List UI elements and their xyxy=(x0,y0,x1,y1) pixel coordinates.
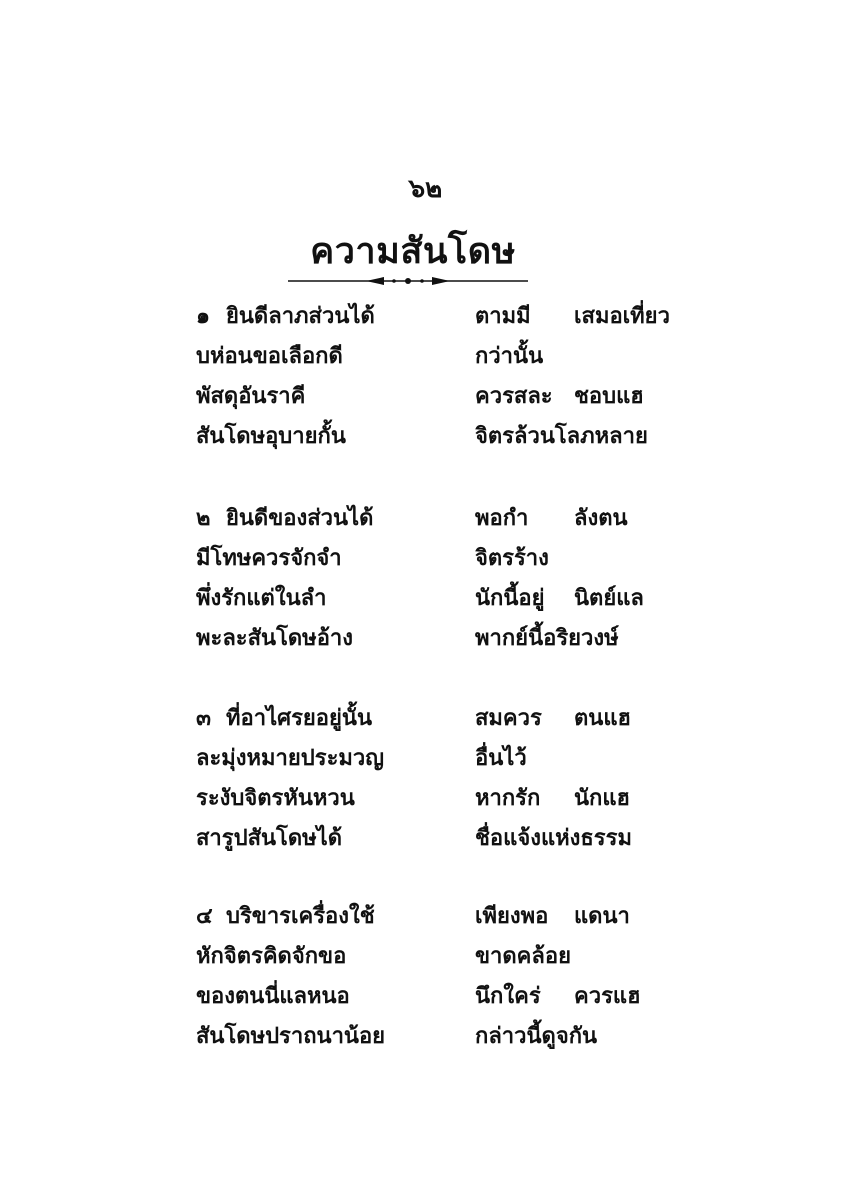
stanza-number: ๓ xyxy=(196,705,212,731)
hemistich-second: สมควร xyxy=(475,705,542,731)
page-number: ๖๒ xyxy=(408,174,443,204)
hemistich-first: พัสดุอันราคี xyxy=(196,383,306,409)
stanza-2 xyxy=(196,500,696,660)
hemistich-third: ควรแฮ xyxy=(574,983,641,1009)
hemistich-first: บริขารเครื่องใช้ xyxy=(226,903,375,929)
verse-line xyxy=(196,500,696,540)
stanza-1 xyxy=(196,298,696,458)
verse-line xyxy=(196,740,696,780)
hemistich-third: เสมอเที่ยว xyxy=(574,303,670,329)
hemistich-second: พากย์นี้อริยวงษ์ xyxy=(475,625,619,651)
hemistich-first: ของตนนี่แลหนอ xyxy=(196,983,350,1009)
verse-line xyxy=(196,820,696,860)
hemistich-second: พอกำ xyxy=(475,505,529,531)
stanza-number: ๒ xyxy=(196,505,211,531)
verse-line xyxy=(196,700,696,740)
hemistich-second: จิตรร้าง xyxy=(475,545,549,571)
hemistich-second: ตามมี xyxy=(475,303,531,329)
hemistich-first: พะละสันโดษอ้าง xyxy=(196,625,353,651)
stanza-4 xyxy=(196,898,696,1058)
title-ornament xyxy=(288,274,528,288)
hemistich-second: นึกใคร่ xyxy=(475,983,541,1009)
verse-line xyxy=(196,580,696,620)
verse-line xyxy=(196,898,696,938)
hemistich-first: หักจิตรคิดจักขอ xyxy=(196,943,347,969)
hemistich-third: นักแฮ xyxy=(574,785,630,811)
hemistich-second: กว่านั้น xyxy=(475,343,544,369)
verse-line xyxy=(196,378,696,418)
hemistich-second: อื่นไว้ xyxy=(475,745,527,771)
verse-line xyxy=(196,620,696,660)
hemistich-third: ลังตน xyxy=(574,505,628,531)
hemistich-second: หากรัก xyxy=(475,785,541,811)
hemistich-second: นักนี้อยู่ xyxy=(475,585,545,611)
hemistich-third: ชอบแฮ xyxy=(574,383,644,409)
verse-line xyxy=(196,780,696,820)
hemistich-second: เพียงพอ xyxy=(475,903,549,929)
stanza-number: ๔ xyxy=(196,903,213,929)
stanza-3 xyxy=(196,700,696,860)
hemistich-first: ละมุ่งหมายประมวญ xyxy=(196,745,384,771)
hemistich-second: ควรสละ xyxy=(475,383,553,409)
hemistich-third: นิตย์แล xyxy=(574,585,644,611)
stanza-number: ๑ xyxy=(196,303,210,329)
hemistich-first: พึ่งรักแต่ในลำ xyxy=(196,585,327,611)
hemistich-first: สารูปสันโดษได้ xyxy=(196,825,342,851)
verse-line xyxy=(196,938,696,978)
verse-line xyxy=(196,298,696,338)
hemistich-third: แดนา xyxy=(574,903,630,929)
hemistich-first: สันโดษปราถนาน้อย xyxy=(196,1023,386,1049)
verse-line xyxy=(196,1018,696,1058)
verse-line xyxy=(196,338,696,378)
page-title: ความสันโดษ xyxy=(310,230,516,272)
verse-line xyxy=(196,418,696,458)
hemistich-second: กล่าวนี้ดูจกัน xyxy=(475,1023,598,1049)
hemistich-first: ยินดีของส่วนได้ xyxy=(226,505,374,531)
hemistich-first: บห่อนขอเลือกดี xyxy=(196,343,343,369)
hemistich-first: สันโดษอุบายกั้น xyxy=(196,423,346,449)
hemistich-second: จิตรล้วนโลภหลาย xyxy=(475,423,648,449)
hemistich-first: ยินดีลาภส่วนได้ xyxy=(226,303,375,329)
hemistich-first: ระงับจิตรหันหวน xyxy=(196,785,355,811)
hemistich-second: ชื่อแจ้งแห่งธรรม xyxy=(475,825,632,851)
verse-line xyxy=(196,540,696,580)
hemistich-third: ตนแฮ xyxy=(574,705,631,731)
hemistich-first: มีโทษควรจักจำ xyxy=(196,545,342,571)
hemistich-second: ขาดคล้อย xyxy=(475,943,571,969)
hemistich-first: ที่อาไศรยอยู่นั้น xyxy=(226,705,372,731)
verse-line xyxy=(196,978,696,1018)
